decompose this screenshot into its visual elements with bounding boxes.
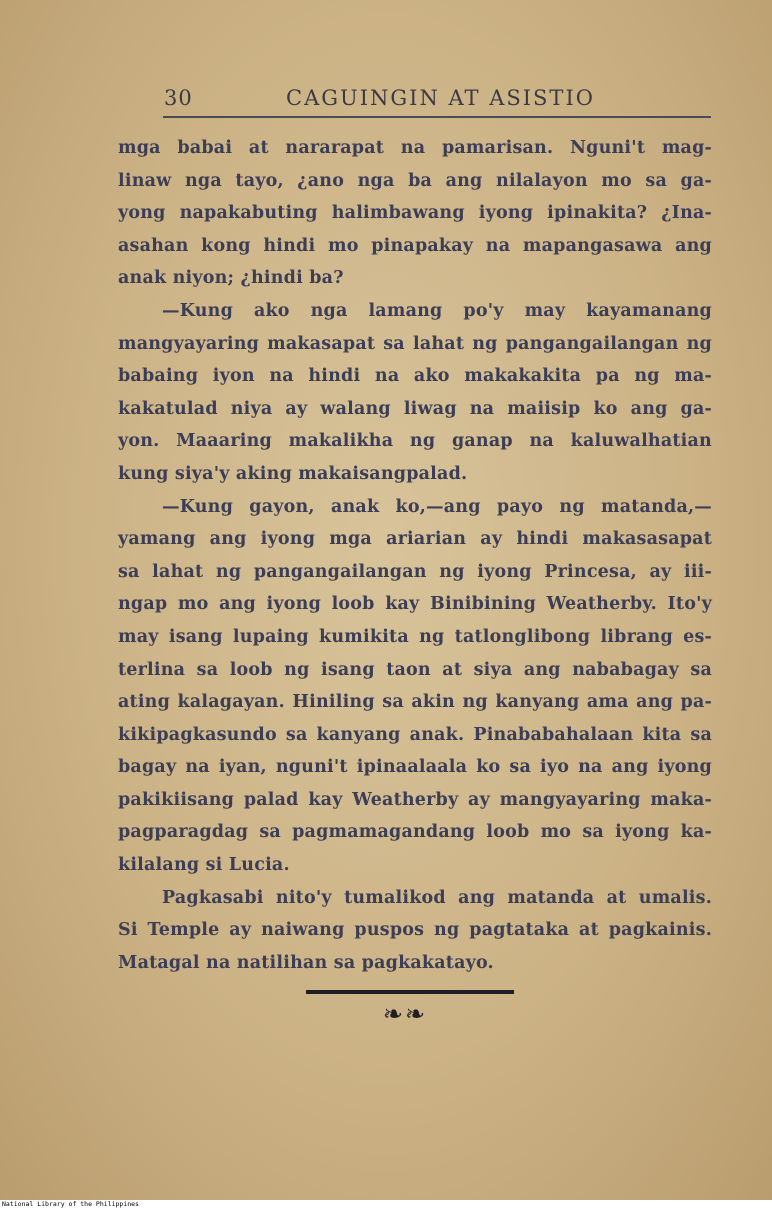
paragraph-1 [118,132,712,295]
text-line: pagparagdag sa pagmamagandang loob mo sa iyong ka- [118,822,712,843]
text-line: —Kung ako nga lamang po'y may kayamanang [162,300,712,321]
text-line: bagay na iyan, nguni't ipinaalaala ko sa iyo na ang iyong [118,757,712,778]
text-line: may isang lupaing kumikita ng tatlonglibong librang es- [118,626,712,647]
text-line: Pagkasabi nito'y tumalikod ang matanda at umalis. [162,887,712,908]
text-line: terlina sa loob ng isang taon at siya ang nababagay sa [118,659,712,680]
text-line: babaing iyon na hindi na ako makakakita pa ng ma- [118,366,712,387]
end-rule [306,990,514,994]
page-number: 30 [164,86,193,110]
footer-credit: National Library of the Philippines [2,1200,139,1208]
text-line: sa lahat ng pangangailangan ng iyong Princesa, ay iii- [118,561,712,582]
text-line: Matagal na natilihan sa pagkakatayo. [118,952,494,973]
text-line: linaw nga tayo, ¿ano nga ba ang nilalayon mo sa ga- [118,170,712,191]
text-line: yamang ang iyong mga ariarian ay hindi makasasapat [118,529,712,550]
text-line: anak niyon; ¿hindi ba? [118,268,344,289]
text-line: Si Temple ay naiwang puspos ng pagtataka at pagkainis. [118,920,712,941]
header-rule [163,116,711,118]
text-line: kikipagkasundo sa kanyang anak. Pinababahalaan kita sa [118,724,712,745]
paragraph-4 [118,882,712,980]
text-line: ngap mo ang iyong loob kay Binibining Weatherby. Ito'y [118,594,712,615]
body-text [118,132,712,979]
text-line: mangyayaring makasapat sa lahat ng pangangailangan ng [118,333,712,354]
text-line: asahan kong hindi mo pinapakay na mapangasawa ang [118,235,712,256]
text-line: pakikiisang palad kay Weatherby ay mangyayaring maka- [118,789,712,810]
text-line: ating kalagayan. Hiniling sa akin ng kanyang ama ang pa- [118,692,712,713]
text-line: yong napakabuting halimbawang iyong ipinakita? ¿Ina- [118,203,712,224]
text-line: kung siya'y aking makaisangpalad. [118,463,468,484]
text-line: yon. Maaaring makalikha ng ganap na kaluwalhatian [118,431,712,452]
paragraph-3 [118,491,712,882]
page-header [160,84,712,116]
text-line: kilalang si Lucia. [118,855,290,876]
text-line: mga babai at nararapat na pamarisan. Nguni't mag- [118,138,712,158]
text-line: kakatulad niya ay walang liwag na maiisip ko ang ga- [118,398,712,419]
paragraph-2 [118,295,712,491]
running-title: CAGUINGIN AT ASISTIO [286,86,595,110]
text-line: —Kung gayon, anak ko,—ang payo ng matanda,— [162,496,712,517]
fleuron-ornament: ❧❧ [382,1000,428,1028]
